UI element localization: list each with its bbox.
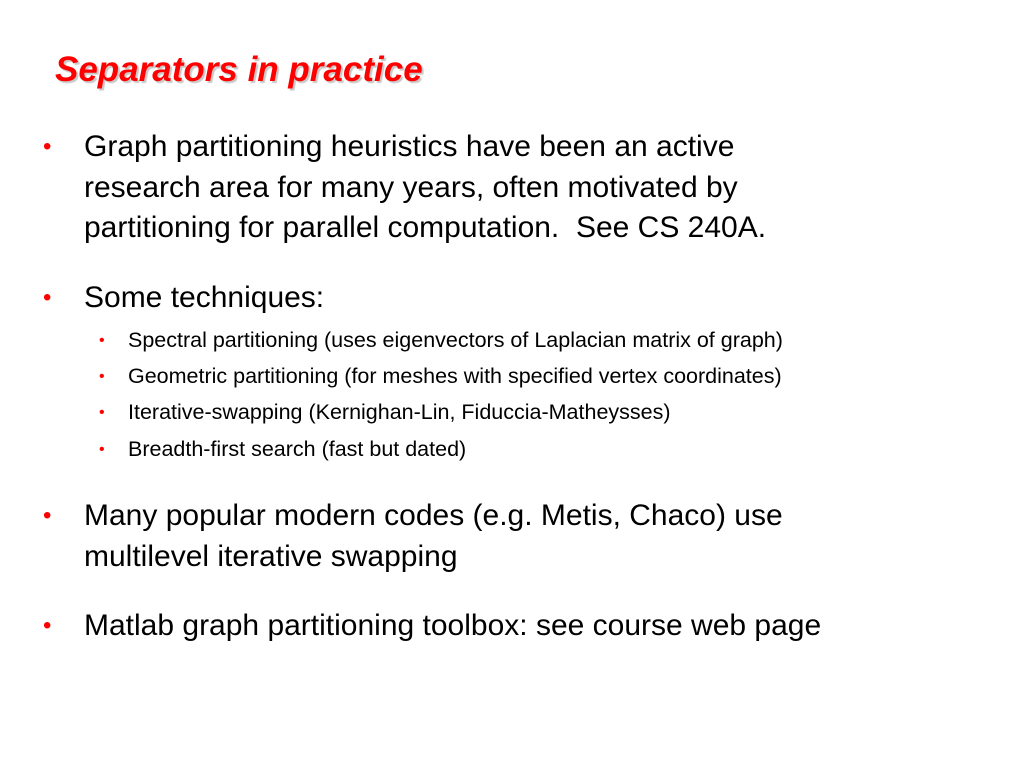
subbullet-text: Spectral partitioning (uses eigenvectors of Laplacian matrix of graph) xyxy=(128,328,783,352)
bullet-line: research area for many years, often motivated by xyxy=(84,170,738,204)
subbullet-icon: • xyxy=(99,332,105,349)
bullet-line: partitioning for parallel computation. See CS 240A. xyxy=(84,211,767,244)
subbullet-icon: • xyxy=(99,404,105,421)
slide-title: Separators in practice xyxy=(55,50,423,89)
bullet-icon: • xyxy=(43,133,52,160)
bullet-text xyxy=(84,496,984,577)
subbullet-text: Breadth-first search (fast but dated) xyxy=(128,437,467,461)
bullet-text: Matlab graph partitioning toolbox: see course web page xyxy=(84,609,822,642)
bullet-icon: • xyxy=(43,612,52,639)
subbullet-text: Geometric partitioning (for meshes with specified vertex coordinates) xyxy=(128,364,782,388)
subbullet-icon: • xyxy=(99,368,105,385)
bullet-line: Graph partitioning heuristics have been an active xyxy=(84,130,735,163)
bullet-icon: • xyxy=(43,502,52,529)
bullet-line: Many popular modern codes (e.g. Metis, Chaco) use xyxy=(84,499,783,532)
bullet-icon: • xyxy=(43,284,52,311)
subbullet-icon: • xyxy=(99,441,105,458)
bullet-text xyxy=(84,127,984,249)
bullet-line: multilevel iterative swapping xyxy=(84,539,458,573)
bullet-text: Some techniques: xyxy=(84,281,325,314)
subbullet-text: Iterative-swapping (Kernighan-Lin, Fiduccia-Matheysses) xyxy=(128,400,671,424)
